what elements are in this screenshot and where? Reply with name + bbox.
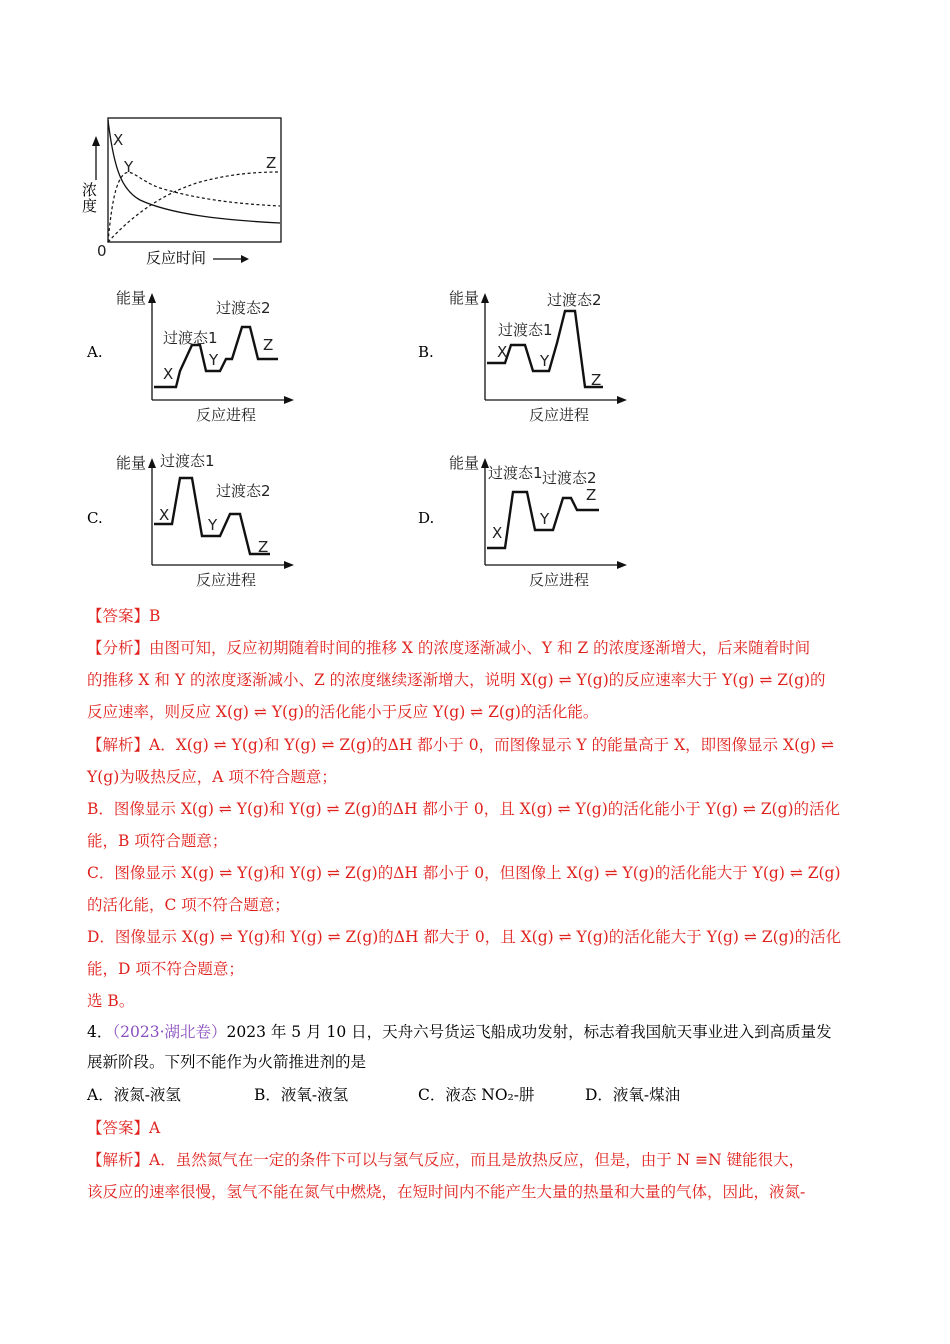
concentration-time-figure: [80, 110, 290, 270]
q3-analysis-line-2: 的推移 X 和 Y 的浓度逐渐减小、Z 的浓度继续逐渐增大，说明 X(g) ⇌ Y(g)的反应速率大于 Y(g) ⇌ Z(g)的: [87, 671, 826, 689]
q3-answer: 【答案】B: [87, 607, 161, 625]
q3-analysis-line-1: 【分析】由图可知，反应初期随着时间的推移 X 的浓度逐渐减小、Y 和 Z 的浓度逐渐增大，后来随着时间: [87, 639, 811, 657]
q4-stem-line-2: 展新阶段。下列不能作为火箭推进剂的是: [87, 1053, 367, 1071]
svg-text:能量: 能量: [449, 454, 480, 472]
svg-text:过渡态2: 过渡态2: [216, 299, 271, 317]
option-c-letter: C.: [87, 509, 103, 527]
q4-stem-line-1: [87, 1022, 877, 1042]
svg-text:过渡态1: 过渡态1: [163, 329, 218, 347]
svg-text:反应进程: 反应进程: [529, 571, 590, 589]
svg-text:X: X: [163, 365, 174, 383]
option-d-figure: [445, 448, 635, 593]
svg-text:反应进程: 反应进程: [196, 406, 257, 424]
label-y: Y: [124, 158, 134, 176]
svg-text:Y: Y: [540, 352, 550, 370]
curve-x: [108, 120, 280, 223]
q4-stem-text-1: 2023 年 5 月 10 日，天舟六号货运飞船成功发射，标志着我国航天事业进入到高质量发: [226, 1023, 832, 1041]
svg-text:过渡态2: 过渡态2: [216, 482, 271, 500]
curve-y: [108, 172, 280, 242]
axis-x-label: [146, 247, 251, 268]
q3-explain-line-4: 能，B 项符合题意；: [87, 832, 228, 850]
svg-text:Z: Z: [258, 538, 269, 556]
svg-text:过渡态1: 过渡态1: [498, 321, 553, 339]
curve-z: [108, 172, 280, 242]
svg-text:X: X: [497, 343, 508, 361]
label-x: X: [113, 131, 124, 149]
option-b-letter: B.: [418, 343, 434, 361]
q3-explain-line-2: Y(g)为吸热反应，A 项不符合题意；: [87, 768, 337, 786]
q4-answer: 【答案】A: [87, 1119, 161, 1137]
option-a-letter: A.: [87, 343, 103, 361]
svg-text:过渡态2: 过渡态2: [542, 469, 597, 487]
option-d-letter: D.: [418, 509, 435, 527]
q3-explain-line-9: 选 B。: [87, 992, 135, 1010]
svg-text:反应进程: 反应进程: [196, 571, 257, 589]
q3-explain-line-3: B．图像显示 X(g) ⇌ Y(g)和 Y(g) ⇌ Z(g)的ΔH 都小于 0，且 X(g) ⇌ Y(g)的活化能小于 Y(g) ⇌ Z(g)的活化: [87, 800, 841, 818]
q4-option-b: B．液氧-液氢: [254, 1086, 349, 1104]
option-c-figure: [112, 448, 302, 593]
q4-explain-line-2: 该反应的速率很慢，氢气不能在氮气中燃烧，在短时间内不能产生大量的热量和大量的气体，因此，液氮-: [87, 1183, 806, 1201]
q4-option-a: A．液氮-液氢: [87, 1086, 181, 1104]
q4-number: 4．: [87, 1023, 113, 1041]
svg-text:反应进程: 反应进程: [529, 406, 590, 424]
svg-text:Y: Y: [209, 351, 219, 369]
label-z: Z: [266, 154, 277, 172]
q4-option-c: C．液态 NO₂-肼: [418, 1086, 535, 1104]
svg-text:Z: Z: [263, 336, 274, 354]
q3-explain-line-8: 能，D 项不符合题意；: [87, 960, 244, 978]
q4-explain-line-1: 【解析】A．虽然氮气在一定的条件下可以与氢气反应，而且是放热反应，但是，由于 N ≡N 键能很大，: [87, 1151, 805, 1169]
svg-text:X: X: [492, 524, 503, 542]
origin-label: 0: [97, 242, 107, 260]
q3-explain-line-6: 的活化能，C 项不符合题意；: [87, 896, 290, 914]
q3-analysis-line-3: 反应速率，则反应 X(g) ⇌ Y(g)的活化能小于反应 Y(g) ⇌ Z(g)的活化能。: [87, 703, 599, 721]
option-a-figure: [112, 283, 302, 428]
plot-frame: [108, 118, 281, 242]
svg-text:能量: 能量: [116, 454, 147, 472]
q4-option-d: D．液氧-煤油: [585, 1086, 681, 1104]
q3-explain-line-5: C．图像显示 X(g) ⇌ Y(g)和 Y(g) ⇌ Z(g)的ΔH 都小于 0，但图像上 X(g) ⇌ Y(g)的活化能大于 Y(g) ⇌ Z(g): [87, 864, 841, 882]
svg-text:Y: Y: [540, 510, 550, 528]
q3-explain-line-7: D．图像显示 X(g) ⇌ Y(g)和 Y(g) ⇌ Z(g)的ΔH 都大于 0，且 X(g) ⇌ Y(g)的活化能大于 Y(g) ⇌ Z(g)的活化: [87, 928, 842, 946]
svg-text:能量: 能量: [116, 289, 147, 307]
axis-x-text: 反应时间: [146, 249, 207, 267]
svg-text:Z: Z: [591, 371, 602, 389]
svg-text:X: X: [159, 506, 170, 524]
svg-text:过渡态1: 过渡态1: [160, 452, 215, 470]
axis-y-label: 浓度: [82, 181, 98, 215]
svg-text:Y: Y: [208, 516, 218, 534]
q3-explain-line-1: 【解析】A．X(g) ⇌ Y(g)和 Y(g) ⇌ Z(g)的ΔH 都小于 0，而图像显示 Y 的能量高于 X，即图像显示 X(g) ⇌: [87, 736, 835, 754]
q4-source: （2023·湖北卷）: [112, 1023, 227, 1041]
option-b-figure: [445, 283, 635, 428]
svg-text:能量: 能量: [449, 289, 480, 307]
svg-text:过渡态1: 过渡态1: [488, 464, 543, 482]
svg-text:Z: Z: [586, 486, 597, 504]
svg-text:过渡态2: 过渡态2: [547, 291, 602, 309]
